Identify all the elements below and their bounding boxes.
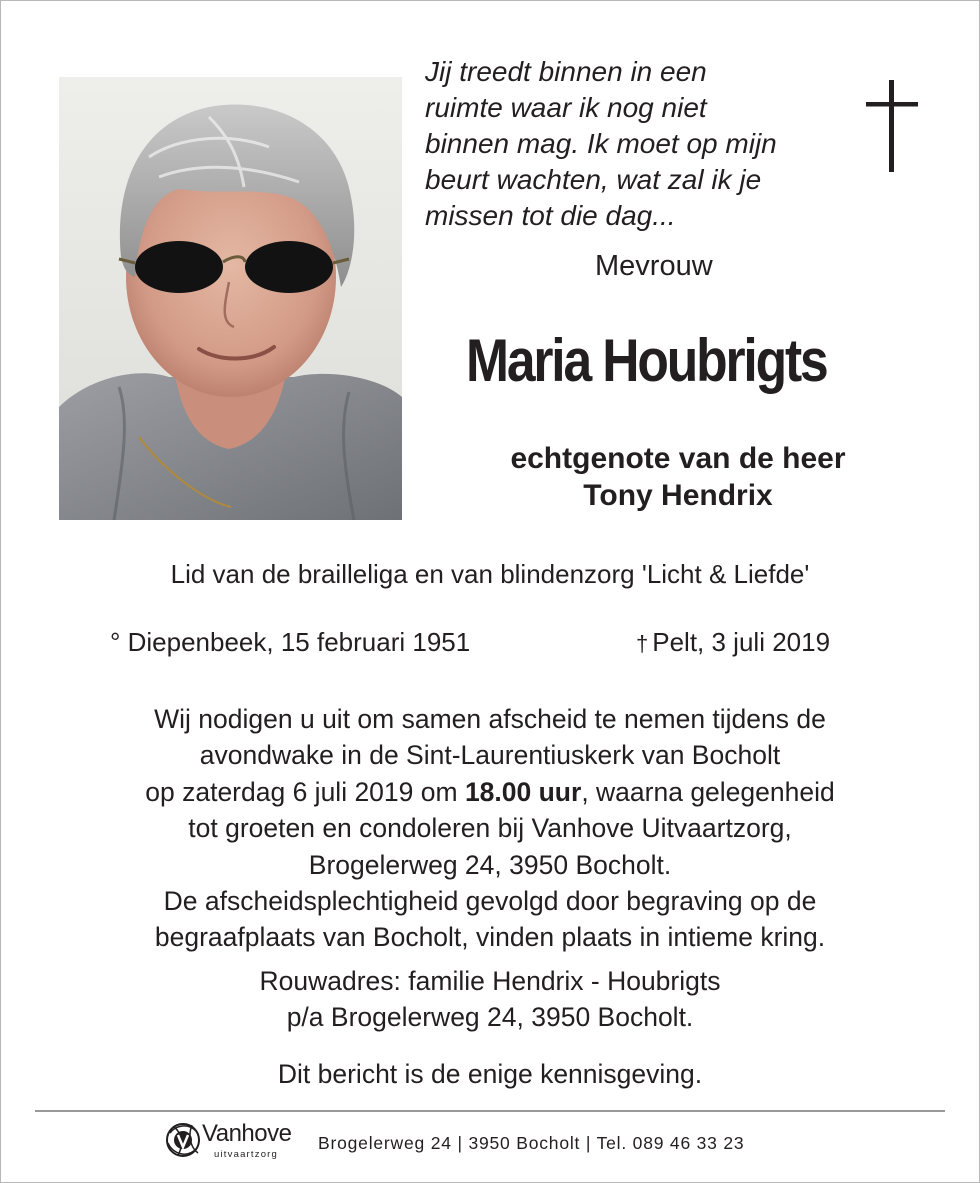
vanhove-logo-icon [162, 1119, 204, 1161]
invitation-text [0, 701, 980, 956]
footer-contact: Brogelerweg 24 | 3950 Bocholt | Tel. 089 46 33 23 [318, 1133, 745, 1153]
invitation-time: 18.00 uur [464, 776, 582, 807]
invitation-line: avondwake in de Sint-Laurentiuskerk van Bocholt [199, 740, 781, 771]
spouse-block [440, 440, 916, 514]
notice-text: Dit bericht is de enige kennisgeving. [277, 1059, 703, 1089]
membership-text: Lid van de brailleliga en van blindenzorg 'Licht & Liefde' [170, 559, 810, 589]
spouse-name: Tony Hendrix [583, 479, 773, 512]
brand-subtitle: uitvaartzorg [214, 1149, 279, 1160]
death-info [636, 627, 830, 658]
divider [35, 1110, 945, 1112]
birth-info: ° Diepenbeek, 15 februari 1951 [110, 627, 471, 657]
invitation-line: begraafplaats van Bocholt, vinden plaats in intieme kring. [154, 922, 826, 953]
invitation-line: Wij nodigen u uit om samen afscheid te nemen tijdens de [154, 704, 826, 734]
poem-line: ruimte waar ik nog niet [425, 92, 707, 123]
poem-line: missen tot die dag... [425, 200, 676, 231]
poem-line: beurt wachten, wat zal ik je [425, 164, 762, 195]
poem-line: binnen mag. Ik moet op mijn [425, 128, 777, 159]
honorific: Mevrouw [595, 250, 713, 282]
brand-name: Vanhove [202, 1120, 292, 1147]
address-line: p/a Brogelerweg 24, 3950 Bocholt. [286, 1002, 694, 1032]
poem [425, 54, 845, 234]
invitation-line: De afscheidsplechtigheid gevolgd door begraving op de [163, 886, 817, 917]
invitation-line: Brogelerweg 24, 3950 Bocholt. [308, 849, 672, 880]
address-line: Rouwadres: familie Hendrix - Houbrigts [259, 966, 721, 996]
cross-icon [862, 80, 922, 172]
death-text: Pelt, 3 juli 2019 [652, 627, 831, 657]
mourning-address [0, 963, 980, 1035]
deceased-name: Maria Houbrigts [466, 327, 827, 394]
portrait-photo [59, 77, 402, 520]
invitation-line-part: , waarna gelegenheid [581, 776, 835, 807]
invitation-line: tot groeten en condoleren bij Vanhove Uitvaartzorg, [188, 813, 792, 844]
invitation-line [0, 774, 980, 810]
spouse-line: echtgenote van de heer [510, 442, 846, 475]
invitation-line-part: op zaterdag 6 juli 2019 om [145, 776, 465, 807]
poem-line: Jij treedt binnen in een [425, 56, 707, 87]
dagger-icon: † [636, 631, 649, 656]
vanhove-logo [162, 1119, 312, 1165]
